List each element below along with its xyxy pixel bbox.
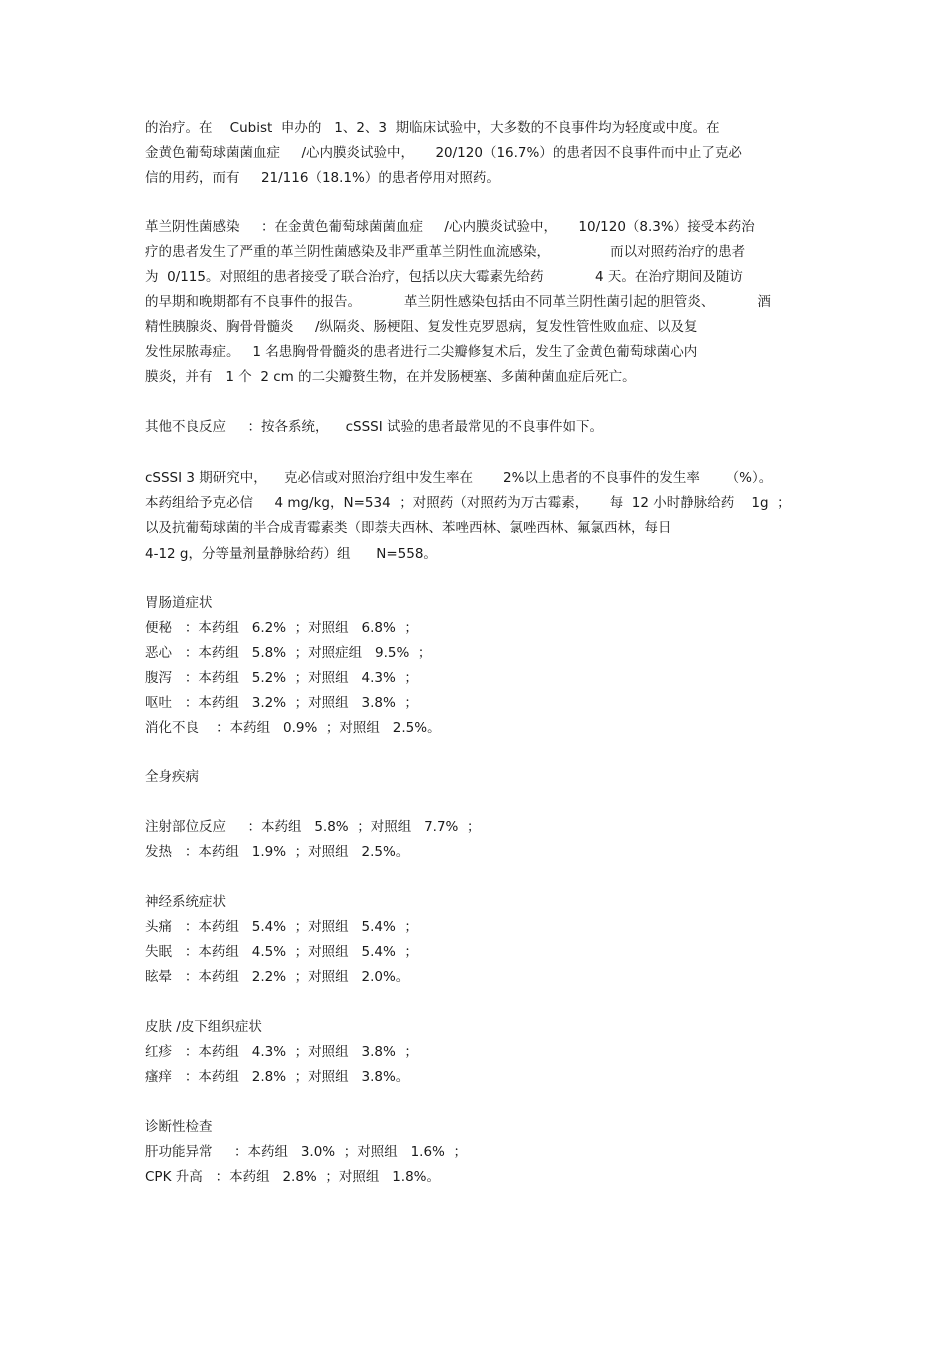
- list-item: 呕吐 ：本药组 3.2% ；对照组 3.8% ；: [145, 695, 418, 711]
- paragraph-line: 革兰阴性菌感染 ：在金黄色葡萄球菌菌血症 /心内膜炎试验中， 10/120（8.3%）接受本药治: [145, 219, 755, 235]
- list-item: 头痛 ：本药组 5.4% ；对照组 5.4% ；: [145, 919, 418, 935]
- list-item: 腹泻 ：本药组 5.2% ；对照组 4.3% ；: [145, 670, 418, 686]
- list-item: 恶心 ：本药组 5.8% ；对照症组 9.5% ；: [145, 645, 432, 661]
- section-heading: 皮肤 /皮下组织症状: [145, 1019, 262, 1035]
- section-heading: 诊断性检查: [145, 1119, 213, 1135]
- paragraph-line: 发性尿脓毒症。 1 名患胸骨骨髓炎的患者进行二尖瓣修复术后，发生了金黄色葡萄球菌心内: [145, 344, 698, 360]
- paragraph-line: 的早期和晚期都有不良事件的报告。 革兰阴性感染包括由不同革兰阴性菌引起的胆管炎、 酒: [145, 294, 771, 310]
- section-heading: 神经系统症状: [145, 894, 226, 910]
- section-heading: 胃肠道症状: [145, 595, 213, 611]
- list-item: 消化不良 ：本药组 0.9% ；对照组 2.5%。: [145, 720, 441, 736]
- paragraph-line: 膜炎，并有 1 个 2 cm 的二尖瓣赘生物，在并发肠梗塞、多菌种菌血症后死亡。: [145, 369, 636, 385]
- list-item: 便秘 ：本药组 6.2% ；对照组 6.8% ；: [145, 620, 418, 636]
- paragraph-line: 以及抗葡萄球菌的半合成青霉素类（即萘夫西林、苯唑西林、氯唑西林、氟氯西林，每日: [145, 520, 672, 536]
- list-item: 失眠 ：本药组 4.5% ；对照组 5.4% ；: [145, 944, 418, 960]
- list-item: 瘙痒 ：本药组 2.8% ；对照组 3.8%。: [145, 1069, 410, 1085]
- paragraph-line: 信的用药，而有 21/116（18.1%）的患者停用对照药。: [145, 170, 500, 186]
- paragraph-line: 4-12 g，分等量剂量静脉给药）组 N=558。: [145, 546, 437, 562]
- paragraph-line: 疗的患者发生了严重的革兰阴性菌感染及非严重革兰阴性血流感染， 而以对照药治疗的患者: [145, 244, 746, 260]
- paragraph-line: cSSSI 3 期研究中， 克必信或对照治疗组中发生率在 2%以上患者的不良事件的发生率 （%）。: [145, 470, 773, 486]
- list-item: 发热 ：本药组 1.9% ；对照组 2.5%。: [145, 844, 410, 860]
- paragraph-line: 为 0/115。对照组的患者接受了联合治疗，包括以庆大霉素先给药 4 天。在治疗期间及随访: [145, 269, 743, 285]
- list-item: 注射部位反应 ：本药组 5.8% ；对照组 7.7% ；: [145, 819, 481, 835]
- list-item: 肝功能异常 ：本药组 3.0% ；对照组 1.6% ；: [145, 1144, 467, 1160]
- list-item: 红疹 ：本药组 4.3% ；对照组 3.8% ；: [145, 1044, 418, 1060]
- paragraph-line: 的治疗。在 Cubist 申办的 1、2、3 期临床试验中，大多数的不良事件均为轻度或中度。在: [145, 120, 720, 136]
- list-item: CPK 升高 ：本药组 2.8% ；对照组 1.8%。: [145, 1169, 441, 1185]
- paragraph-line: 其他不良反应 ：按各系统， cSSSI 试验的患者最常见的不良事件如下。: [145, 419, 604, 435]
- list-item: 眩晕 ：本药组 2.2% ；对照组 2.0%。: [145, 969, 410, 985]
- section-heading: 全身疾病: [145, 769, 199, 785]
- paragraph-line: 金黄色葡萄球菌菌血症 /心内膜炎试验中， 20/120（16.7%）的患者因不良事件而中止了克必: [145, 145, 742, 161]
- paragraph-line: 精性胰腺炎、胸骨骨髓炎 /纵隔炎、肠梗阻、复发性克罗恩病，复发性管性败血症、以及复: [145, 319, 698, 335]
- paragraph-line: 本药组给予克必信 4 mg/kg，N=534 ；对照药（对照药为万古霉素， 每 12 小时静脉给药 1g ；: [145, 495, 791, 511]
